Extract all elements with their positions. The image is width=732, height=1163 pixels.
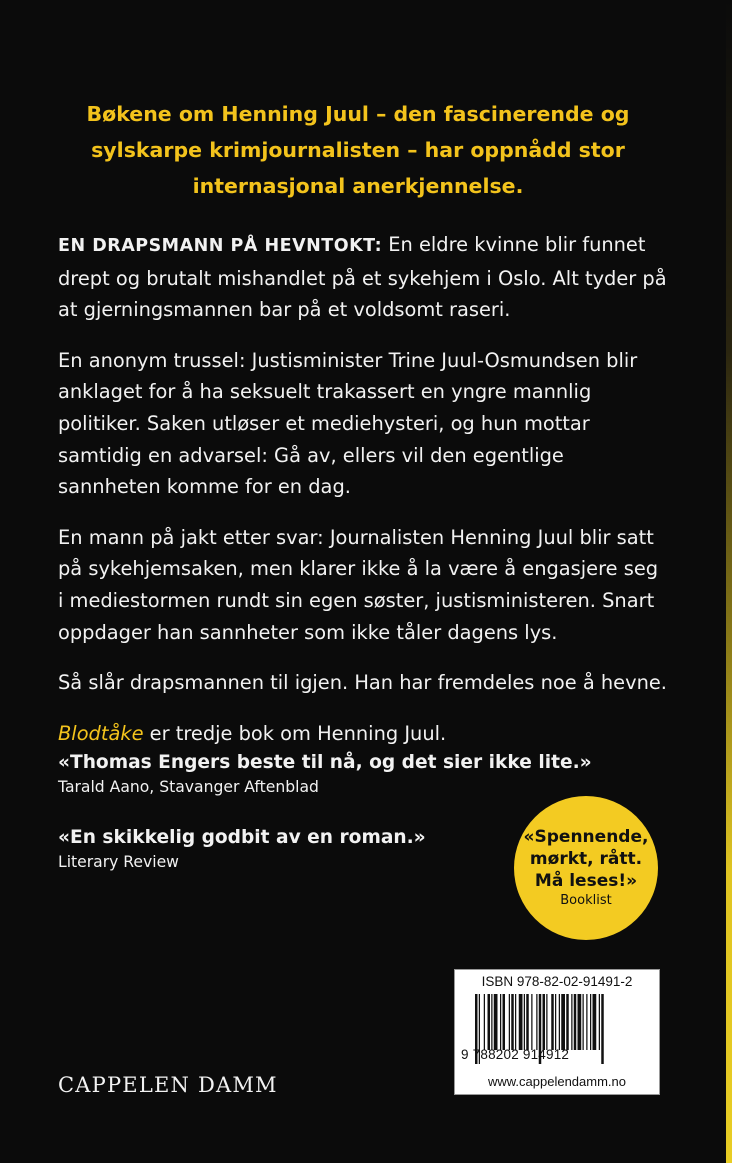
barcode-bar: [551, 994, 554, 1050]
review-quote-1: [58, 750, 592, 798]
barcode-bar: [599, 994, 600, 1050]
badge-quote-line-1: «Spennende,: [523, 827, 649, 847]
barcode-bar: [583, 994, 584, 1050]
barcode-bar: [503, 994, 506, 1050]
badge-quote-line-3: Må leses!»: [534, 871, 638, 891]
barcode-bar: [586, 994, 587, 1050]
publisher-url: www.cappelendamm.no: [487, 1074, 627, 1089]
book-title: Blodtåke: [58, 721, 144, 745]
barcode-bar: [574, 994, 577, 1050]
paragraph-1: [58, 229, 668, 326]
barcode-bar: [571, 994, 572, 1050]
barcode-bar: [519, 994, 523, 1050]
barcode-bar: [515, 994, 516, 1050]
blurb-body: [58, 229, 668, 768]
paragraph-1-text: En eldre kvinne blir funnet drept og brutalt mishandlet på et sykehjem i Oslo. Alt tyder på at gjerningsmannen bar på et voldsomt raseri.: [58, 233, 667, 322]
review-quote-2: [58, 825, 426, 873]
paragraph-5-text: er tredje bok om Henning Juul.: [143, 721, 447, 745]
paragraph-1-lead: EN DRAPSMANN PÅ HEVNTOKT:: [58, 236, 383, 256]
isbn-text: ISBN 978-82-02-91491-2: [481, 974, 633, 989]
barcode-bar: [484, 994, 485, 1050]
review-quote-source: Tarald Aano, Stavanger Aftenblad: [58, 778, 319, 796]
barcode-bar: [561, 994, 565, 1050]
paragraph-2: En anonym trussel: Justisminister Trine Juul-Osmundsen blir anklaget for å ha seksuelt trakassert en yngre mannlig politiker. Saken utløser et mediehysteri, og hun mottar samtidig en advarsel: Gå av, ellers vil den egentlige sannheten komme for en dag.: [58, 348, 638, 499]
barcode-bar: [566, 994, 569, 1050]
barcode-bar: [494, 994, 498, 1050]
barcode-bar: [590, 994, 591, 1050]
barcode-bar: [543, 994, 546, 1050]
review-badge: [514, 796, 658, 940]
review-quote-source: Literary Review: [58, 853, 179, 871]
barcode-bar: [500, 994, 501, 1050]
publisher-logo: CAPPELEN DAMM: [58, 1073, 278, 1097]
barcode-bar: [509, 994, 510, 1050]
barcode-bar: [488, 994, 491, 1050]
barcode-digits: 9 788202 914912: [461, 1047, 570, 1062]
paragraph-5: [58, 718, 668, 750]
barcode-bar: [531, 994, 532, 1050]
barcode-bar: [578, 994, 582, 1050]
barcode-bar: [546, 994, 547, 1050]
barcode-bar: [526, 994, 529, 1050]
badge-quote-line-2: mørkt, rått.: [529, 849, 643, 869]
barcode-bar: [593, 994, 597, 1050]
barcode-bar: [524, 994, 525, 1050]
review-quote-text: «Thomas Engers beste til nå, og det sier ikke lite.»: [58, 752, 592, 773]
badge-source: Booklist: [560, 893, 612, 908]
tagline: Bøkene om Henning Juul – den fascinerende og sylskarpe krimjournalisten – har oppnådd stor internasjonal anerkjennelse.: [86, 102, 630, 198]
review-quote-text: «En skikkelig godbit av en roman.»: [58, 827, 426, 848]
spine-edge: [726, 0, 732, 1163]
barcode-bar: [511, 994, 514, 1050]
barcode-block: [454, 969, 660, 1095]
barcode-bar: [559, 994, 560, 1050]
barcode-bar: [555, 994, 556, 1050]
paragraph-4: Så slår drapsmannen til igjen. Han har fremdeles noe å hevne.: [58, 671, 667, 695]
paragraph-3: En mann på jakt etter svar: Journalisten Henning Juul blir satt på sykehjemsaken, men klarer ikke å la være å engasjere seg i mediestormen rundt sin egen søster, justisministeren. Snart oppdager han sannheter som ikke tåler dagens lys.: [58, 525, 659, 644]
barcode-bar: [536, 994, 537, 1050]
barcode-bar: [491, 994, 492, 1050]
